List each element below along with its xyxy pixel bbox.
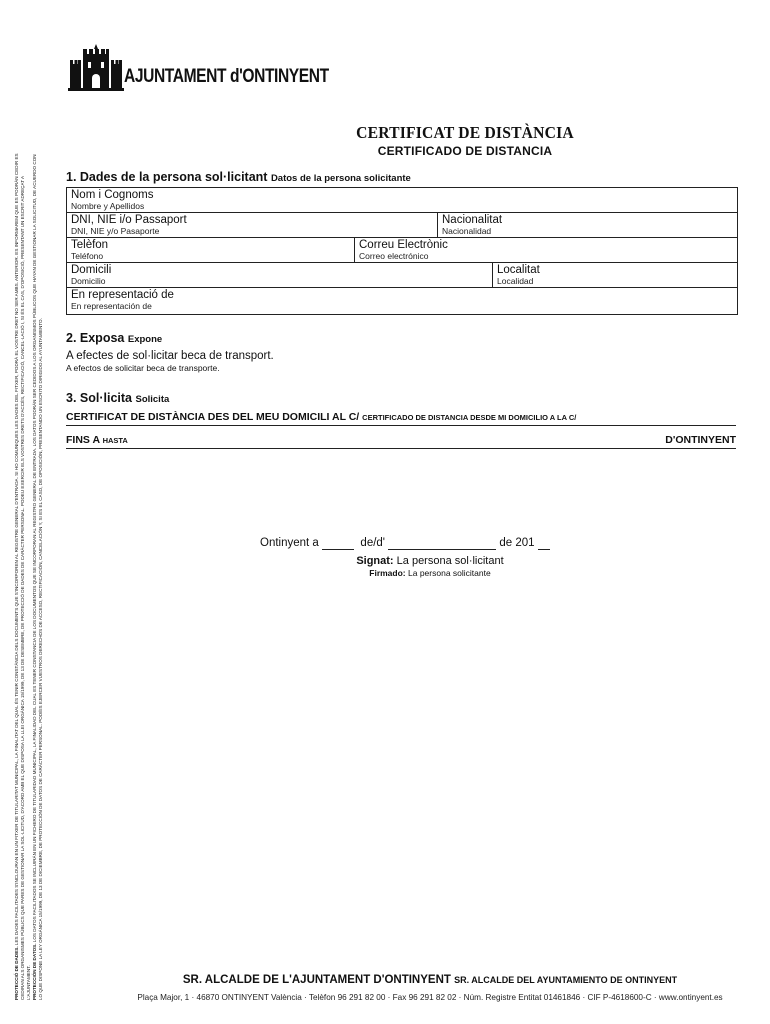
form-row-dni xyxy=(67,213,737,238)
address-field[interactable] xyxy=(67,263,492,287)
representation-label-es: En representación de xyxy=(71,301,152,311)
date-year-blank[interactable] xyxy=(538,537,550,550)
phone-label-ca: Telèfon xyxy=(71,239,109,251)
date-city: Ontinyent a xyxy=(260,537,319,549)
email-label-es: Correo electrónico xyxy=(359,251,429,261)
section-3-heading-es: Solicita xyxy=(135,394,170,405)
name-label-es: Nombre y Apellidos xyxy=(71,201,145,211)
dni-field[interactable] xyxy=(67,213,437,237)
request-line-city: D'ONTINYENT xyxy=(665,434,736,446)
section-1-heading-ca: 1. Dades de la persona sol·licitant xyxy=(66,170,268,184)
request-line-until-es: HASTA xyxy=(102,436,128,445)
title-es: CERTIFICADO DE DISTANCIA xyxy=(377,144,553,158)
signed-text-ca: La persona sol·licitant xyxy=(396,555,504,567)
locality-label-es: Localidad xyxy=(497,276,534,286)
footer-address: Plaça Major, 1 · 46870 ONTINYENT València · Telèfon 96 291 82 00 · Fax 96 291 82 02 · Núm. Registre Entitat 01461846 · CIF P-4618600-C · www.ontinyent.es xyxy=(137,993,723,1002)
signed-text-es: La persona solicitante xyxy=(408,568,491,578)
title-ca: CERTIFICAT DE DISTÀNCIA xyxy=(356,123,574,142)
request-line-street[interactable] xyxy=(66,411,736,426)
signed-label-es: Firmado: xyxy=(369,568,406,578)
signed-es xyxy=(0,568,770,578)
email-label-ca: Correu Electrònic xyxy=(359,239,448,251)
signature-date-line xyxy=(260,537,550,550)
notice-text-ca: LES DADES FACILITADES S'INCLOURAN EN UN FITXER DE TITULARITAT MUNICIPAL, LA FINALITAT DEL QUAL ÉS TENIR CONSTÀNCIA DELS DOCUMENTS QUE S'INCORPOREN AL REGISTRE GENERAL D'ENTRADA. SI HO COMUNIQUES LES DADES DEL FITXER, PODRÀ EL VOSTRE DRET NO SER AMBS. ANTERIOR. ES INFORMAREM QUE ES PODRÀN CEDIR ES CEDIRAN ALS ORGANISMES PÚBLICS QUE PARES DE GESTIONAR LA SOL·LICITUD, D'ACORD AMB EL QUE DISPOSA LA LLEI ORGÀNICA 15/1999, DE 13 DE DESEMBRE, DE PROTECCIÓ DE DADES DE CARÀCTER PERSONAL. PODEU EXERCIR ELS VOSTRES DRETS D'ACCÉS, RECTIFICACIÓ, CANCEL·LACIÓ I, SI ÉS EL CAS, D'OPOSICIÓ, PRESENTANT UN ESCRIT ADREÇAT A L'AJUNTAMENT. xyxy=(14,153,31,1000)
signed-label-ca: Signat: xyxy=(356,555,394,567)
section-1-heading xyxy=(66,170,411,184)
section-3-heading-ca: 3. Sol·licita xyxy=(66,391,132,405)
section-2-heading-ca: 2. Exposa xyxy=(66,331,125,345)
notice-text-es: LOS DATOS FACILITADOS SE INCLUIRÁN EN UN FICHERO DE TITULARIDAD MUNICIPAL, LA FINALIDAD DEL CUAL ES TENER CONSTANCIA DE LOS DOCUMENTOS QUE SE INCORPORAN AL REGISTRO GENERAL DE ENTRADA. LOS DATOS PODRÁN SER CEDIDOS A LOS ORGANISMOS PÚBLICOS QUE HAYAN DE GESTIONAR LA SOLICITUD, DE ACUERDO CON LO QUE DISPONE LA LEY ORGÁNICA 15/1999, DE 13 DE DICIEMBRE, DE PROTECCIÓN DE DATOS DE CARÁCTER PERSONAL. PODÉIS EJERCER VUESTROS DERECHOS DE ACCESO, RECTIFICACIÓN, CANCELACIÓN Y, SI ES EL CASO, DE OPOSICIÓN, PRESENTANDO UN ESCRITO DIRIGIDO AL AYUNTAMIENTO. xyxy=(32,154,43,1000)
dni-label-ca: DNI, NIE i/o Passaport xyxy=(71,214,187,226)
castle-crest-icon xyxy=(66,44,126,94)
name-field[interactable] xyxy=(67,188,737,212)
phone-label-es: Teléfono xyxy=(71,251,104,261)
request-line-until[interactable] xyxy=(66,434,736,449)
nationality-label-es: Nacionalidad xyxy=(442,226,492,236)
request-line-street-es: CERTIFICADO DE DISTANCIA DESDE MI DOMICILIO A LA C/ xyxy=(362,413,577,422)
org-logo xyxy=(66,44,329,94)
name-label-ca: Nom i Cognoms xyxy=(71,189,154,201)
form-row-contact xyxy=(67,238,737,263)
expose-text-ca: A efectes de sol·licitar beca de transport. xyxy=(66,350,274,362)
nationality-label-ca: Nacionalitat xyxy=(442,214,503,226)
expose-text-es: A efectos de solicitar beca de transporte. xyxy=(66,363,220,373)
date-day-blank[interactable] xyxy=(322,537,354,550)
applicant-form xyxy=(66,187,738,315)
notice-lead-es: PROTECCIÓN DE DATOS. xyxy=(32,943,37,1000)
representation-field[interactable] xyxy=(67,288,737,314)
email-field[interactable] xyxy=(354,238,737,262)
section-2-heading-es: Expone xyxy=(127,334,163,345)
page-title xyxy=(0,123,770,143)
form-row-representation xyxy=(67,288,737,315)
notice-lead-ca: PROTECCIÓ DE DADES. xyxy=(14,946,19,1000)
representation-label-ca: En representació de xyxy=(71,289,174,301)
date-month-blank[interactable] xyxy=(388,537,496,550)
signed-ca xyxy=(0,555,770,567)
date-year-prefix: de 201 xyxy=(499,537,535,549)
section-1-heading-es: Datos de la persona solicitante xyxy=(270,173,411,184)
locality-field[interactable] xyxy=(492,263,737,287)
date-month-prefix: de/d' xyxy=(360,537,385,549)
address-label-ca: Domicili xyxy=(71,264,112,276)
footer-recipient xyxy=(0,974,770,986)
footer-recipient-ca: SR. ALCALDE DE L'AJUNTAMENT D'ONTINYENT xyxy=(182,974,451,986)
section-2-heading xyxy=(66,331,162,345)
form-row-name xyxy=(67,188,737,213)
dni-label-es: DNI, NIE y/o Pasaporte xyxy=(71,226,160,236)
request-line-street-ca: CERTIFICAT DE DISTÀNCIA DES DEL MEU DOMICILI AL C/ xyxy=(66,411,360,423)
org-name: AJUNTAMENT d'ONTINYENT xyxy=(124,66,329,87)
locality-label-ca: Localitat xyxy=(497,264,540,276)
section-3-heading xyxy=(66,391,169,405)
form-row-address xyxy=(67,263,737,288)
phone-field[interactable] xyxy=(67,238,354,262)
nationality-field[interactable] xyxy=(437,213,737,237)
address-label-es: Domicilio xyxy=(71,276,106,286)
request-line-until-ca: FINS A xyxy=(66,434,100,446)
footer-recipient-es: SR. ALCALDE DEL AYUNTAMIENTO DE ONTINYENT xyxy=(454,975,678,985)
